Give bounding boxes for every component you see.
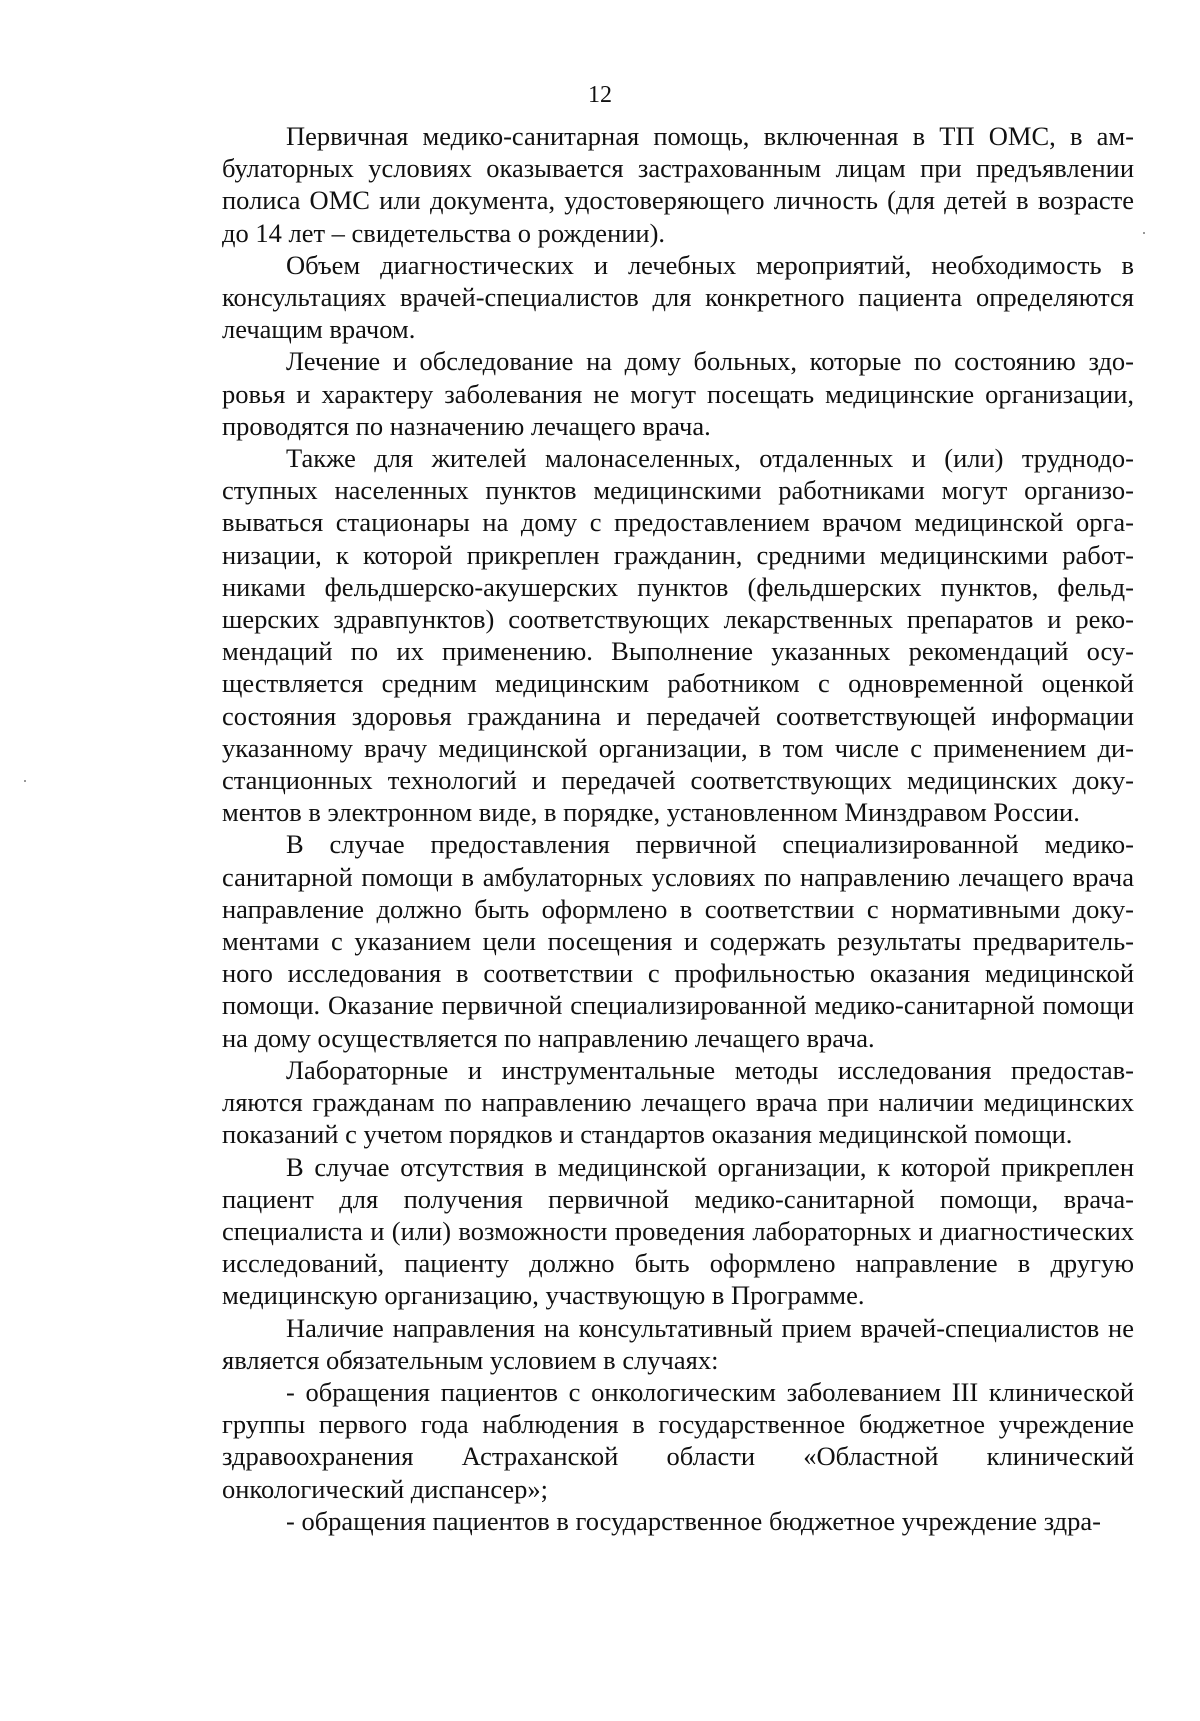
paragraph-referral-other-org: В случае отсутствия в медицинской организации, к которой прикреплен пациент для получения первичной медико-санитарной помощи, врача-специалиста и (или) возможности проведения лабораторных и диагностических исследований, пациенту должно быть оформлено направление в другую медицинскую организацию, участвующую в Программе.	[222, 1151, 1134, 1311]
scan-speck	[1143, 232, 1145, 234]
paragraph-home-treatment: Лечение и обследование на дому больных, которые по состоянию здоровья и характеру заболевания не могут посещать медицинские организации, проводятся по назначению лечащего врача.	[222, 346, 1134, 441]
list-item-oncology: - обращения пациентов с онкологическим заболеванием III клинической группы первого года наблюдения в государственное бюджетное учреждение здравоохранения Астраханской области «Областной клинический онкологический диспансер»;	[222, 1376, 1134, 1504]
document-body	[222, 120, 1134, 1537]
scan-speck	[24, 780, 26, 782]
paragraph-primary-care: Первичная медико-санитарная помощь, включенная в ТП ОМС, в амбулаторных условиях оказывается застрахованным лицам при предъявлении полиса ОМС или документа, удостоверяющего личность (для детей в возрасте до 14 лет – свидетельства о рождении).	[222, 121, 1134, 248]
paragraph-diagnostic-volume: Объем диагностических и лечебных мероприятий, необходимость в консультациях врачей-специалистов для конкретного пациента определяются лечащим врачом.	[222, 249, 1134, 345]
paragraph-referral-not-required: Наличие направления на консультативный прием врачей-специалистов не является обязательным условием в случаях:	[222, 1312, 1134, 1375]
paragraph-home-hospitals: Также для жителей малонаселенных, отдаленных и (или) труднодоступных населенных пунктов медицинскими работниками могут организовываться стационары на дому с предоставлением врачом медицинской организации, к которой прикреплен гражданин, средними медицинскими работниками фельдшерско-акушерских пунктов (фельдшерских пунктов, фельдшерских здравпунктов) соответствующих лекарственных препаратов и рекомендаций по их применению. Выполнение указанных рекомендаций осуществляется средним медицинским работником с одновременной оценкой состояния здоровья гражданина и передачей соответствующей информации указанному врачу медицинской организации, в том числе с применением дистанционных технологий и передачей соответствующих медицинских документов в электронном виде, в порядке, установленном Минздравом России.	[222, 443, 1134, 828]
paragraph-lab-methods: Лабораторные и инструментальные методы исследования предоставляются гражданам по направлению лечащего врача при наличии медицинских показаний с учетом порядков и стандартов оказания медицинской помощи.	[222, 1054, 1134, 1150]
list-item-continued: - обращения пациентов в государственное бюджетное учреждение здра-	[286, 1505, 1102, 1536]
page-number: 12	[588, 82, 612, 108]
paragraph-specialized-care: В случае предоставления первичной специализированной медико-санитарной помощи в амбулаторных условиях по направлению лечащего врача направление должно быть оформлено в соответствии с нормативными документами с указанием цели посещения и содержать результаты предварительного исследования в соответствии с профильностью оказания медицинской помощи. Оказание первичной специализированной медико-санитарной помощи на дому осуществляется по направлению лечащего врача.	[222, 829, 1134, 1053]
